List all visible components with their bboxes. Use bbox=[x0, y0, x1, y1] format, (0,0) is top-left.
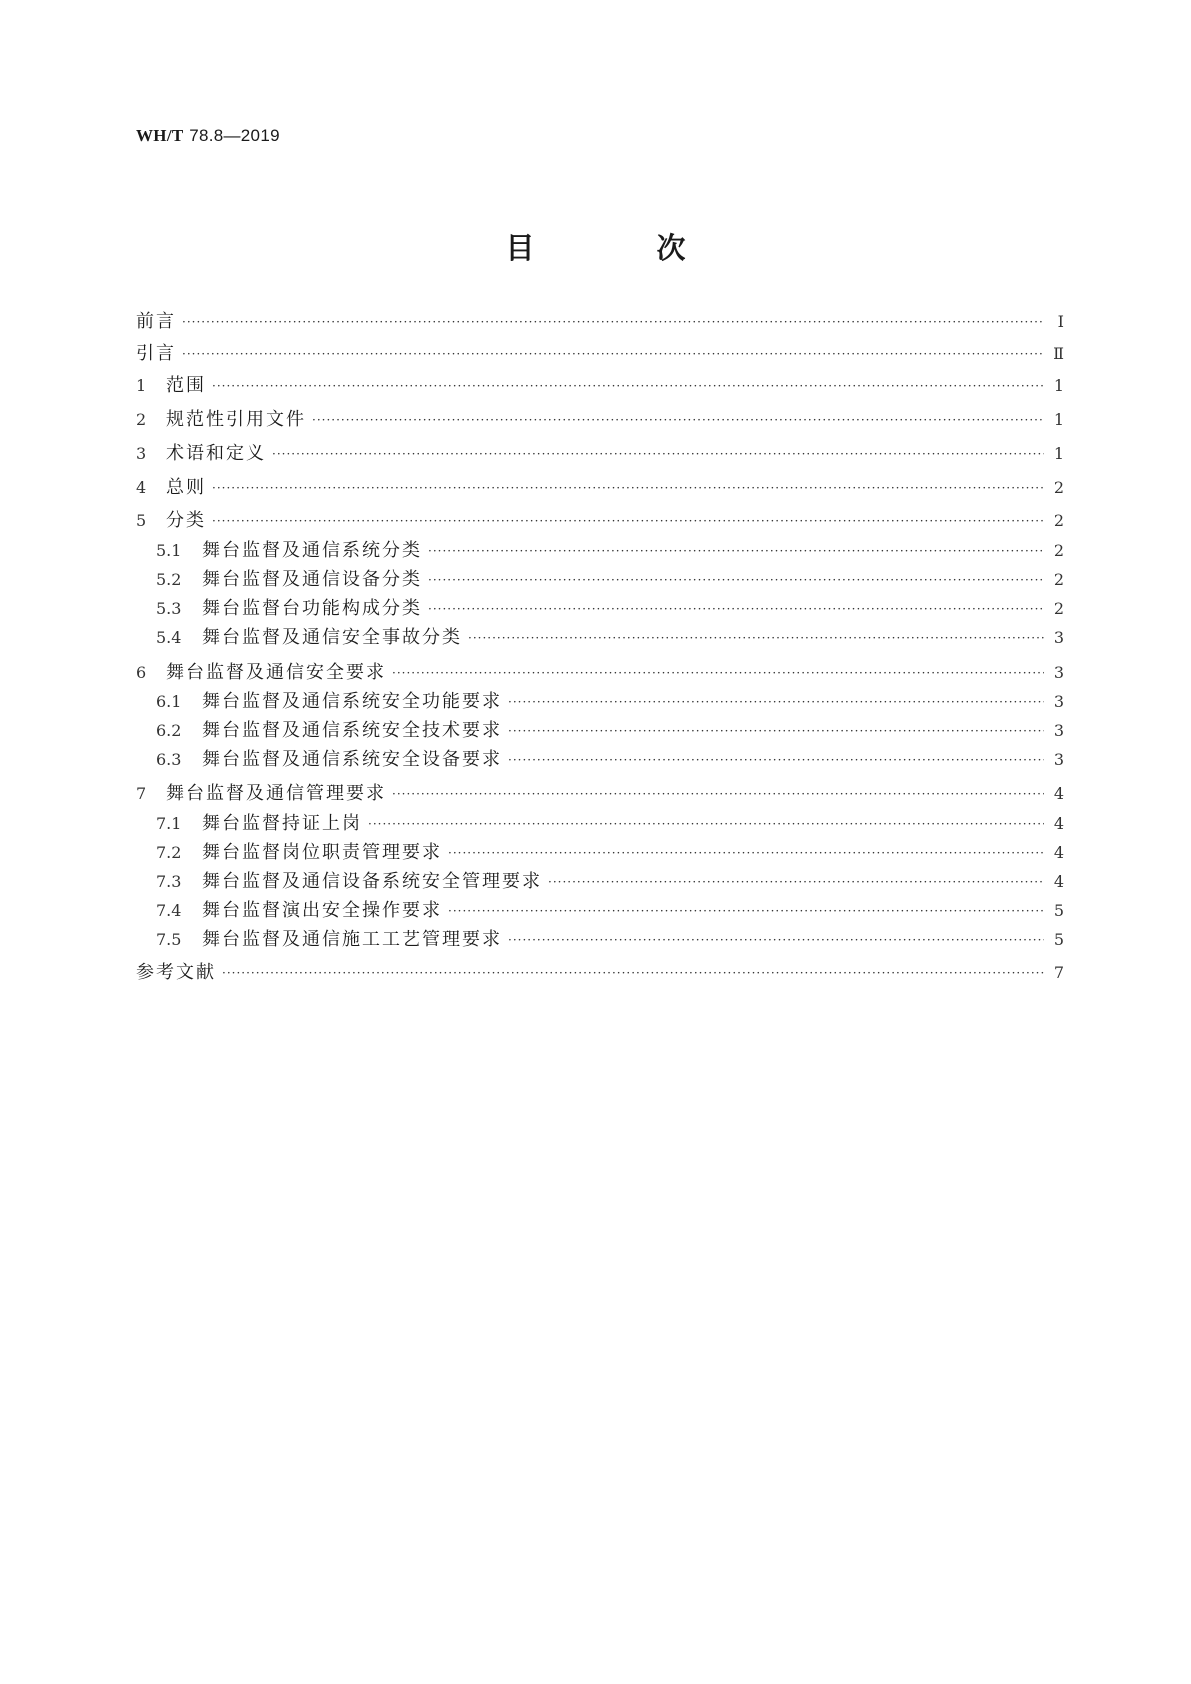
toc-dot-leader bbox=[428, 596, 1044, 622]
toc-entry-page-number: 3 bbox=[1053, 628, 1064, 647]
toc-entry-label: 舞台监督及通信系统安全设备要求 bbox=[202, 749, 502, 770]
toc-dot-leader bbox=[272, 441, 1044, 467]
toc-entry-page-number: 1 bbox=[1053, 444, 1064, 463]
toc-entry[interactable] bbox=[156, 811, 1064, 837]
toc-entry-page-number: 3 bbox=[1053, 750, 1064, 769]
toc-entry-number: 6 bbox=[136, 663, 147, 682]
toc-entry[interactable] bbox=[156, 927, 1064, 953]
toc-entry[interactable] bbox=[156, 869, 1064, 895]
toc-dot-leader bbox=[222, 960, 1044, 986]
toc-entry-page-number: 2 bbox=[1053, 541, 1064, 560]
toc-entry-page-number: 5 bbox=[1053, 930, 1064, 949]
toc-entry-number: 6.3 bbox=[156, 750, 182, 769]
toc-entry-number: 5.2 bbox=[156, 570, 182, 589]
toc-entry-number: 7.1 bbox=[156, 814, 182, 833]
toc-entry-label: 舞台监督及通信设备系统安全管理要求 bbox=[202, 871, 542, 892]
toc-entry-page-number: 2 bbox=[1053, 570, 1064, 589]
toc-dot-leader bbox=[548, 869, 1044, 895]
toc-entry[interactable] bbox=[136, 441, 1064, 467]
toc-entry-page-number: Ⅱ bbox=[1053, 344, 1064, 363]
toc-entry-page-number: 1 bbox=[1053, 410, 1064, 429]
toc-entry[interactable] bbox=[156, 747, 1064, 773]
toc-entry-label: 范围 bbox=[166, 375, 206, 396]
toc-entry[interactable] bbox=[156, 625, 1064, 651]
toc-entry-page-number: 1 bbox=[1053, 376, 1064, 395]
toc-entry-number: 7 bbox=[136, 784, 147, 803]
toc-entry-page-number: 4 bbox=[1053, 872, 1064, 891]
toc-dot-leader bbox=[428, 567, 1044, 593]
toc-entry-page-number: 2 bbox=[1053, 511, 1064, 530]
toc-entry-page-number: 3 bbox=[1053, 692, 1064, 711]
toc-entry[interactable] bbox=[156, 718, 1064, 744]
toc-entry-label: 舞台监督及通信施工工艺管理要求 bbox=[202, 929, 502, 950]
toc-entry[interactable] bbox=[156, 840, 1064, 866]
toc-entry-number: 5.4 bbox=[156, 628, 182, 647]
toc-dot-leader bbox=[508, 718, 1044, 744]
toc-entry-label: 引言 bbox=[136, 343, 176, 364]
toc-entry[interactable] bbox=[136, 407, 1064, 433]
toc-entry-label: 舞台监督台功能构成分类 bbox=[202, 598, 422, 619]
toc-entry[interactable] bbox=[136, 373, 1064, 399]
toc-entry-label: 舞台监督岗位职责管理要求 bbox=[202, 842, 442, 863]
toc-entry-label: 舞台监督演出安全操作要求 bbox=[202, 900, 442, 921]
toc-entry-number: 5 bbox=[136, 511, 147, 530]
toc-entry-page-number: 2 bbox=[1053, 599, 1064, 618]
toc-entry-number: 7.3 bbox=[156, 872, 182, 891]
toc-entry[interactable] bbox=[136, 660, 1064, 686]
toc-entry-label: 舞台监督及通信安全要求 bbox=[166, 662, 386, 683]
toc-entry-label: 参考文献 bbox=[136, 962, 216, 983]
toc-entry-label: 前言 bbox=[136, 311, 176, 332]
toc-entry[interactable] bbox=[136, 341, 1064, 367]
toc-entry-number: 7.4 bbox=[156, 901, 182, 920]
toc-entry-label: 舞台监督持证上岗 bbox=[202, 813, 362, 834]
toc-entry-page-number: 4 bbox=[1053, 814, 1064, 833]
toc-entry-number: 2 bbox=[136, 410, 147, 429]
toc-entry-page-number: 5 bbox=[1053, 901, 1064, 920]
toc-dot-leader bbox=[448, 898, 1044, 924]
toc-entry-number: 5.1 bbox=[156, 541, 182, 560]
toc-dot-leader bbox=[182, 309, 1044, 335]
toc-entry[interactable] bbox=[136, 309, 1064, 335]
toc-entry-page-number: 4 bbox=[1053, 784, 1064, 803]
toc-entry-label: 舞台监督及通信设备分类 bbox=[202, 569, 422, 590]
toc-entry[interactable] bbox=[136, 508, 1064, 534]
toc-entry-number: 3 bbox=[136, 444, 147, 463]
toc-title: 目 次 bbox=[505, 231, 742, 265]
toc-dot-leader bbox=[508, 689, 1044, 715]
toc-dot-leader bbox=[508, 927, 1044, 953]
toc-entry-label: 舞台监督及通信管理要求 bbox=[166, 783, 386, 804]
toc-entry-label: 规范性引用文件 bbox=[166, 409, 306, 430]
toc-entry-number: 4 bbox=[136, 478, 147, 497]
toc-entry-label: 总则 bbox=[166, 477, 206, 498]
toc-entry[interactable] bbox=[156, 689, 1064, 715]
toc-dot-leader bbox=[212, 373, 1044, 399]
toc-dot-leader bbox=[368, 811, 1044, 837]
toc-dot-leader bbox=[468, 625, 1044, 651]
toc-entry-number: 5.3 bbox=[156, 599, 182, 618]
toc-entry[interactable] bbox=[156, 538, 1064, 564]
toc-entry-label: 舞台监督及通信系统安全功能要求 bbox=[202, 691, 502, 712]
toc-entry-page-number: 7 bbox=[1053, 963, 1064, 982]
toc-dot-leader bbox=[448, 840, 1044, 866]
toc-entry-number: 1 bbox=[136, 376, 147, 395]
toc-entry-page-number: 3 bbox=[1053, 721, 1064, 740]
toc-dot-leader bbox=[428, 538, 1044, 564]
toc-entry[interactable] bbox=[156, 596, 1064, 622]
toc-dot-leader bbox=[312, 407, 1044, 433]
standard-code bbox=[136, 126, 280, 146]
toc-entry-number: 7.5 bbox=[156, 930, 182, 949]
toc-dot-leader bbox=[392, 781, 1044, 807]
toc-entry[interactable] bbox=[156, 567, 1064, 593]
toc-entry-label: 舞台监督及通信系统分类 bbox=[202, 540, 422, 561]
toc-entry[interactable] bbox=[136, 475, 1064, 501]
standard-code-prefix: WH/T bbox=[136, 126, 184, 145]
toc-dot-leader bbox=[508, 747, 1044, 773]
toc-entry-number: 6.2 bbox=[156, 721, 182, 740]
toc-entry-label: 分类 bbox=[166, 510, 206, 531]
toc-dot-leader bbox=[392, 660, 1044, 686]
toc-dot-leader bbox=[212, 475, 1044, 501]
toc-entry-page-number: Ⅰ bbox=[1057, 312, 1064, 331]
toc-entry-label: 舞台监督及通信系统安全技术要求 bbox=[202, 720, 502, 741]
toc-entry[interactable] bbox=[156, 898, 1064, 924]
toc-entry-number: 6.1 bbox=[156, 692, 182, 711]
toc-entry-label: 舞台监督及通信安全事故分类 bbox=[202, 627, 462, 648]
toc-entry-page-number: 4 bbox=[1053, 843, 1064, 862]
toc-entry[interactable] bbox=[136, 960, 1064, 986]
toc-entry-number: 7.2 bbox=[156, 843, 182, 862]
toc-entry-label: 术语和定义 bbox=[166, 443, 266, 464]
standard-code-number: 78.8—2019 bbox=[189, 126, 280, 145]
toc-dot-leader bbox=[212, 508, 1044, 534]
toc-entry-page-number: 2 bbox=[1053, 478, 1064, 497]
toc-entry-page-number: 3 bbox=[1053, 663, 1064, 682]
toc-entry[interactable] bbox=[136, 781, 1064, 807]
toc-dot-leader bbox=[182, 341, 1044, 367]
